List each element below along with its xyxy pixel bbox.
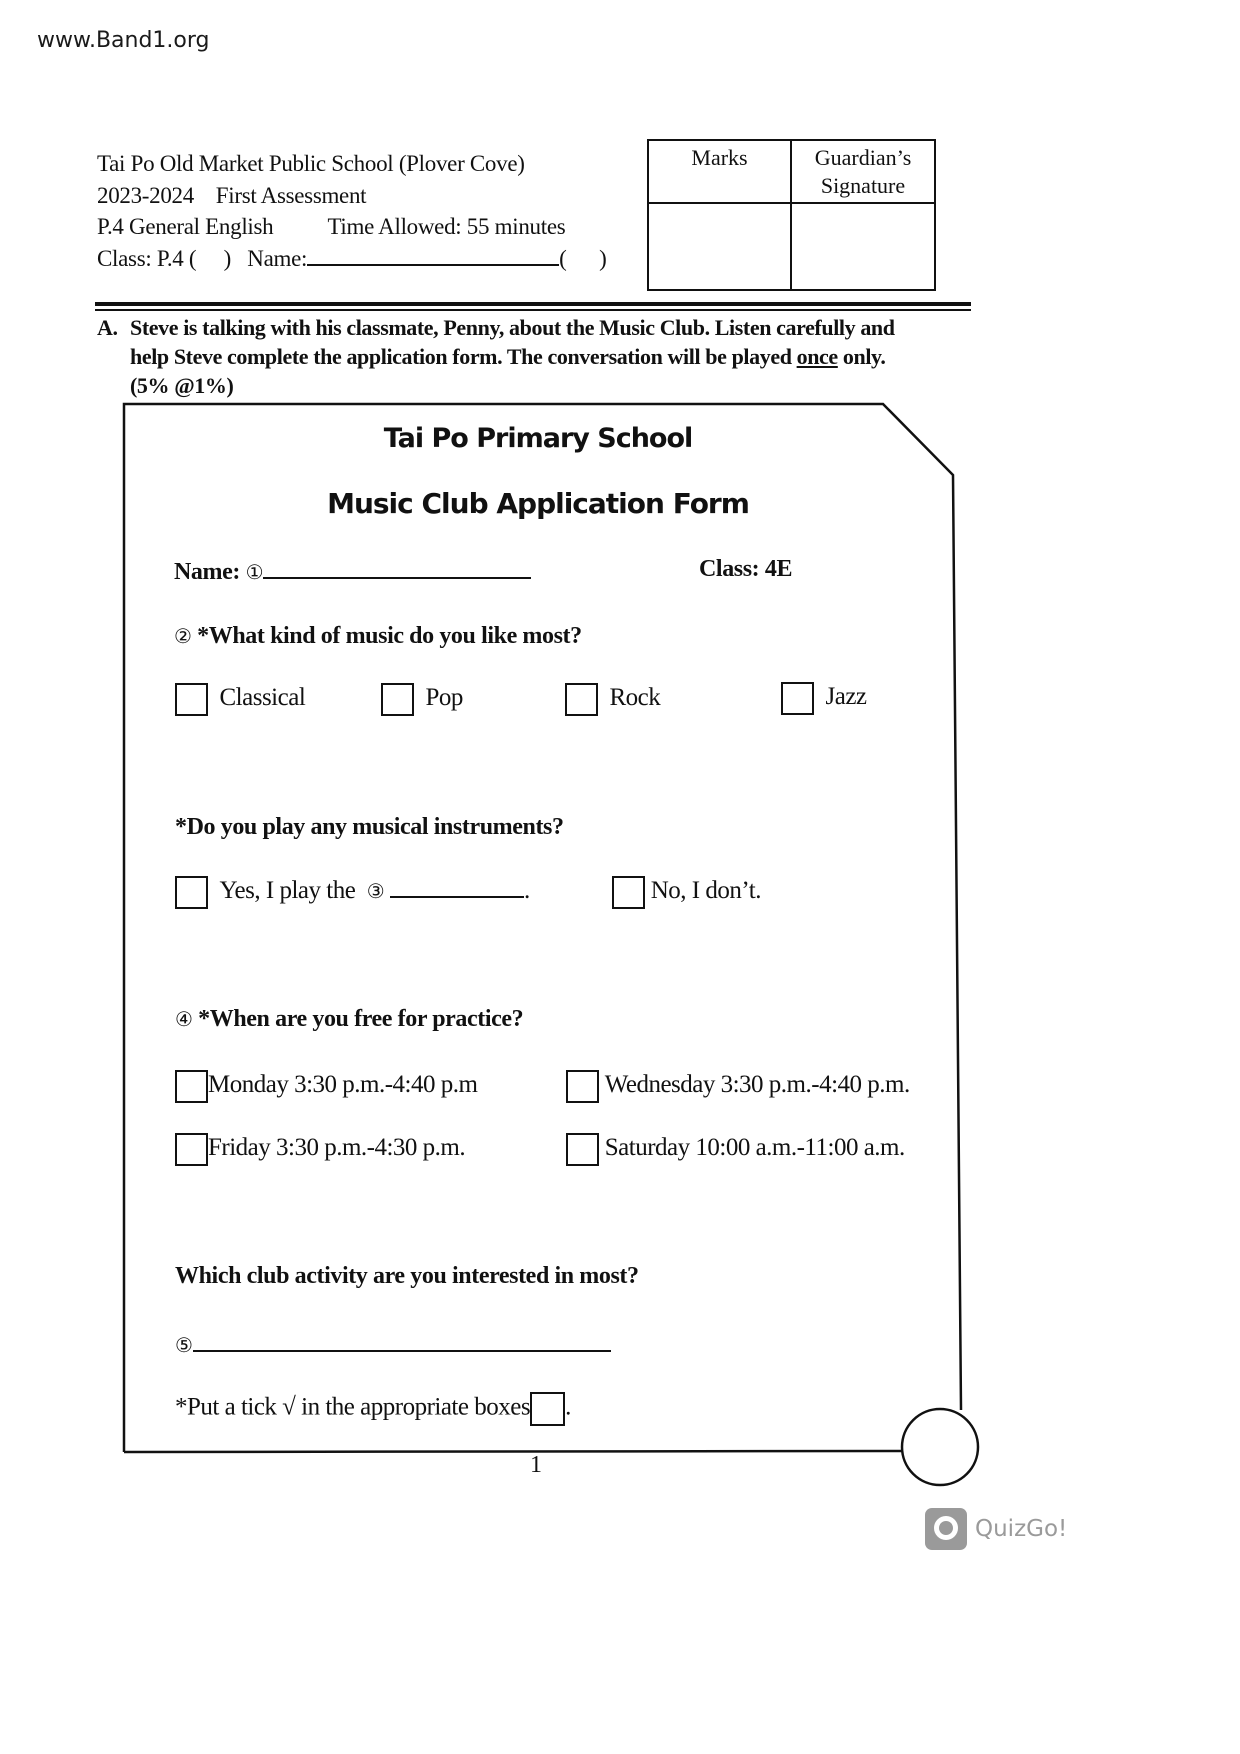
music-option-classical[interactable]: [175, 683, 305, 716]
quizgo-watermark: [925, 1508, 1067, 1550]
option-label: Monday 3:30 p.m.-4:40 p.m: [208, 1071, 478, 1099]
checkbox[interactable]: [565, 683, 598, 716]
form-name-field[interactable]: [263, 557, 531, 579]
tick-instruction: [175, 1392, 571, 1426]
music-option-jazz[interactable]: [781, 682, 867, 715]
quizgo-brand: QuizGo!: [975, 1516, 1068, 1542]
assessment-name: First Assessment: [215, 182, 367, 208]
form-school-title: Tai Po Primary School: [383, 423, 693, 454]
checkbox[interactable]: [781, 682, 814, 715]
class-close: ): [223, 245, 231, 271]
question-2-text: *What kind of music do you like most?: [197, 623, 582, 649]
activity-question: Which club activity are you interested in most?: [175, 1263, 639, 1289]
practice-option-friday[interactable]: [175, 1133, 465, 1166]
option-label: Pop: [425, 684, 463, 712]
checkbox[interactable]: [175, 683, 208, 716]
option-label: Yes, I play the: [219, 877, 356, 905]
tick-note-text: *Put a tick √ in the appropriate boxes: [175, 1393, 531, 1421]
question-2: [174, 623, 582, 650]
page-number: 1: [530, 1452, 542, 1478]
form-name-label: Name:: [174, 559, 240, 585]
punctuation: .: [565, 1393, 571, 1421]
instruction-emphasis: once: [796, 344, 838, 369]
checkbox[interactable]: [175, 1133, 208, 1166]
option-label: Wednesday 3:30 p.m.-4:40 p.m.: [604, 1071, 910, 1099]
checkbox[interactable]: [566, 1070, 599, 1103]
time-allowed: Time Allowed: 55 minutes: [327, 214, 566, 239]
music-option-pop[interactable]: [381, 683, 463, 716]
option-label: No, I don’t.: [650, 877, 761, 905]
music-option-rock[interactable]: [565, 683, 660, 716]
option-label: Friday 3:30 p.m.-4:30 p.m.: [208, 1134, 466, 1162]
checkbox[interactable]: [175, 876, 208, 909]
school-year: 2023-2024: [97, 182, 194, 208]
form-class: Class: 4E: [699, 556, 793, 582]
activity-field[interactable]: [193, 1330, 611, 1352]
school-name: Tai Po Old Market Public School (Plover Cove): [97, 151, 525, 176]
student-name-label: Name:: [247, 245, 308, 271]
question-3-marker: ③: [366, 879, 385, 904]
checkbox[interactable]: [612, 876, 645, 909]
marks-header: Marks: [649, 141, 792, 204]
checkbox[interactable]: [381, 683, 414, 716]
option-label: Classical: [219, 684, 306, 712]
score-circle-icon: [902, 1409, 978, 1485]
checkbox[interactable]: [175, 1070, 208, 1103]
activity-answer-row: [175, 1330, 611, 1359]
form-title: Music Club Application Form: [327, 487, 749, 520]
class-number-open: (: [559, 245, 567, 271]
instrument-no-option[interactable]: [612, 876, 761, 909]
instruction-line-2: help Steve complete the application form. The conversation will be played: [130, 344, 797, 369]
option-label: Jazz: [825, 683, 867, 711]
sample-box: [530, 1392, 565, 1426]
instrument-yes-option[interactable]: [175, 876, 530, 909]
question-1-marker: ①: [245, 560, 264, 584]
question-4-text: *When are you free for practice?: [198, 1006, 524, 1032]
option-label: Rock: [609, 684, 661, 712]
class-label: Class: P.4 (: [97, 245, 197, 271]
section-label: A.: [97, 315, 118, 340]
question-5-marker: ⑤: [175, 1333, 193, 1357]
instruction-line-1: Steve is talking with his classmate, Penny, about the Music Club. Listen carefully and: [130, 315, 895, 340]
question-2-marker: ②: [174, 624, 192, 648]
instruction-line-2-end: only.: [837, 344, 886, 369]
practice-option-saturday[interactable]: [566, 1133, 905, 1166]
practice-option-wednesday[interactable]: [566, 1070, 910, 1103]
practice-option-monday[interactable]: [175, 1070, 477, 1103]
question-4: [175, 1006, 523, 1033]
site-watermark: www.Band1.org: [37, 28, 210, 53]
quizgo-logo-icon: [925, 1508, 967, 1550]
guardian-signature-header: Guardian’s Signature: [792, 141, 934, 204]
subject: P.4 General English: [97, 214, 274, 239]
section-marks: (5% @1%): [130, 373, 234, 398]
option-label: Saturday 10:00 a.m.-11:00 a.m.: [604, 1134, 905, 1162]
checkbox[interactable]: [566, 1133, 599, 1166]
question-4-marker: ④: [175, 1007, 193, 1031]
form-name-row: [174, 557, 531, 586]
punctuation: .: [523, 877, 530, 905]
instrument-question: *Do you play any musical instruments?: [175, 814, 564, 840]
class-number-close: ): [599, 245, 607, 271]
instrument-field[interactable]: [390, 880, 524, 898]
